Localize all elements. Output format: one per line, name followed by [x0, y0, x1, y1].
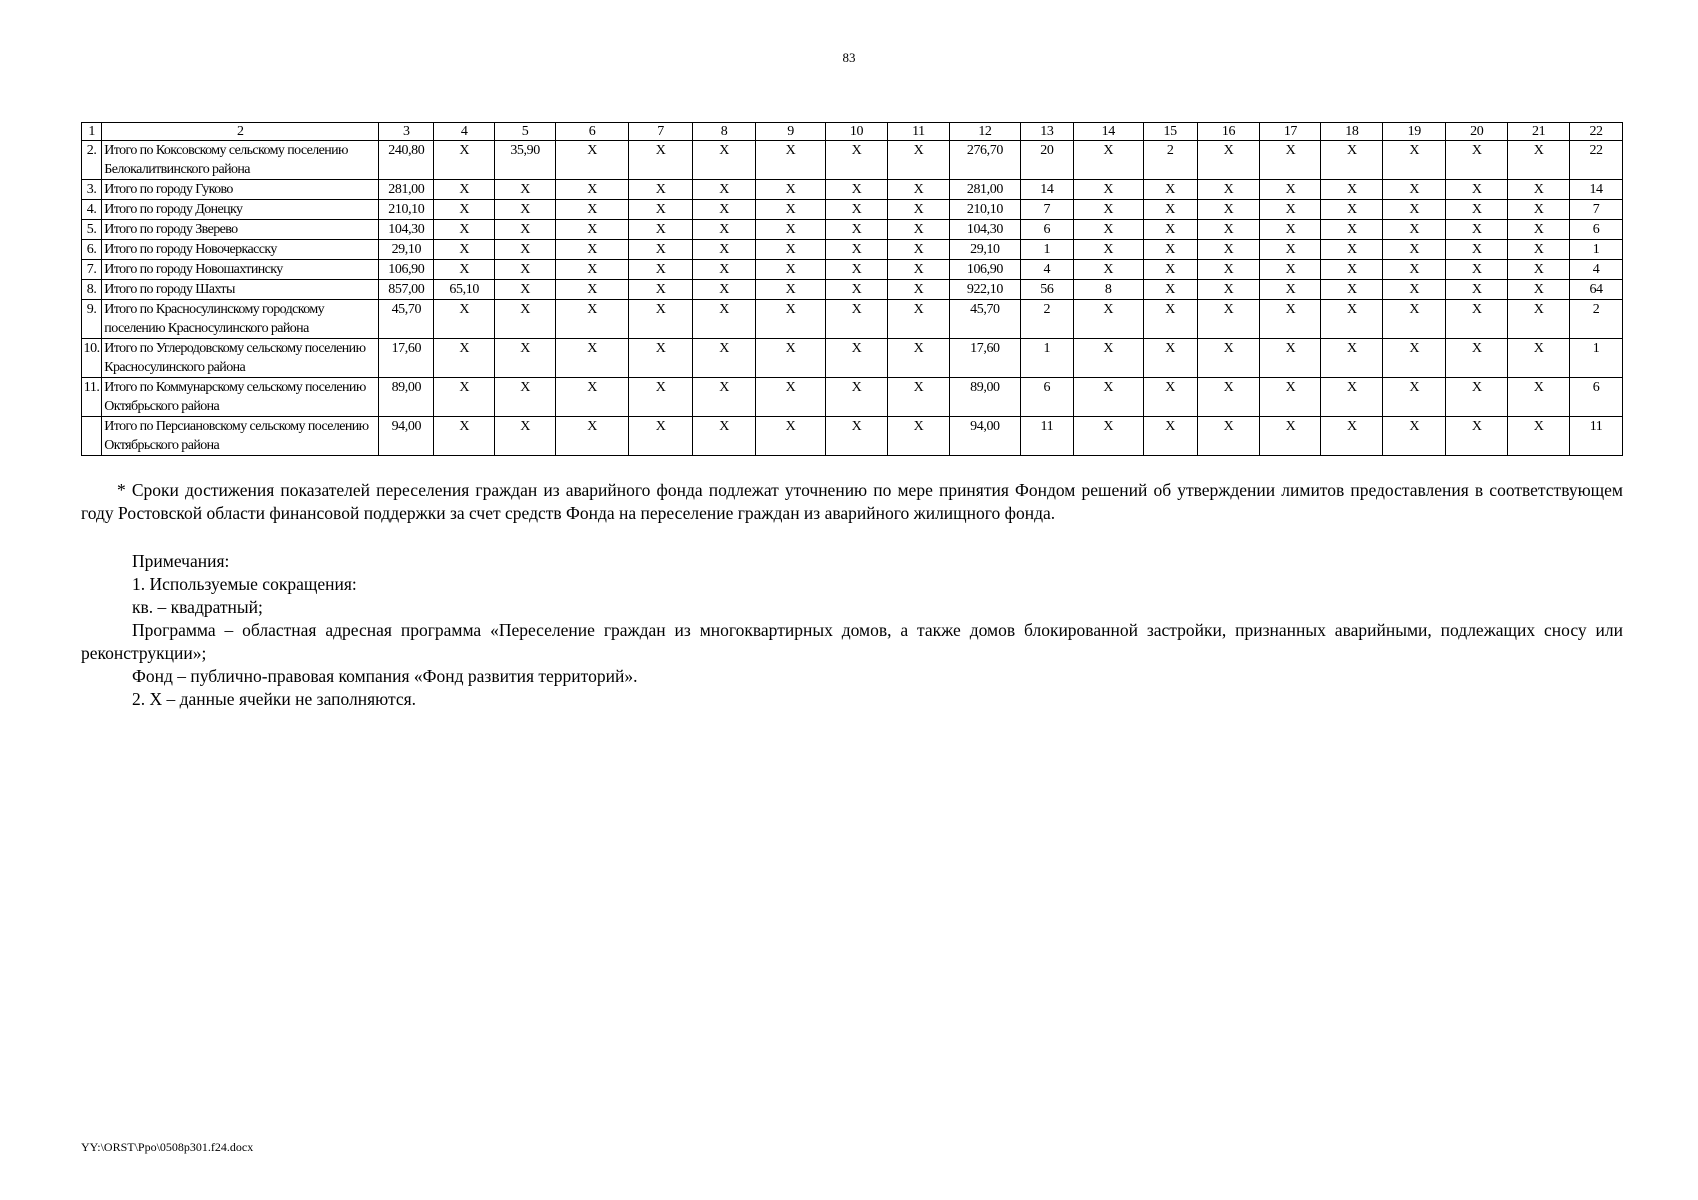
- row-number-cell: 9.: [82, 300, 102, 339]
- table-cell: X: [629, 300, 693, 339]
- table-cell: X: [1073, 141, 1143, 180]
- row-number-cell: 10.: [82, 339, 102, 378]
- table-cell: X: [887, 339, 949, 378]
- table-cell: 14: [1020, 180, 1073, 200]
- note-kv: кв. – квадратный;: [132, 597, 263, 617]
- row-number-cell: 11.: [82, 378, 102, 417]
- column-number-header: 7: [629, 123, 693, 141]
- table-cell: X: [693, 339, 756, 378]
- table-cell: X: [495, 378, 556, 417]
- table-cell: X: [1383, 260, 1446, 280]
- table-row: [82, 220, 1623, 240]
- table-cell: X: [1073, 417, 1143, 456]
- table-cell: X: [693, 220, 756, 240]
- table-cell: 20: [1020, 141, 1073, 180]
- table-cell: 276,70: [949, 141, 1020, 180]
- table-cell: X: [1260, 260, 1321, 280]
- table-cell: 7: [1570, 200, 1623, 220]
- table-cell: X: [495, 300, 556, 339]
- table-cell: X: [1197, 260, 1260, 280]
- table-cell: X: [887, 240, 949, 260]
- column-number-header: 15: [1143, 123, 1197, 141]
- table-cell: X: [434, 300, 495, 339]
- table-cell: X: [756, 339, 826, 378]
- column-number-header: 22: [1570, 123, 1623, 141]
- table-cell: X: [1143, 378, 1197, 417]
- table-cell: 2: [1143, 141, 1197, 180]
- table-cell: X: [1446, 378, 1508, 417]
- table-cell: X: [556, 339, 629, 378]
- table-cell: X: [1143, 200, 1197, 220]
- table-cell: X: [1508, 280, 1570, 300]
- column-number-header: 21: [1508, 123, 1570, 141]
- table-cell: X: [1446, 280, 1508, 300]
- table-cell: X: [1321, 417, 1383, 456]
- table-cell: 922,10: [949, 280, 1020, 300]
- table-cell: X: [556, 220, 629, 240]
- table-cell: X: [826, 141, 888, 180]
- table-cell: X: [756, 220, 826, 240]
- table-cell: X: [1508, 260, 1570, 280]
- table-cell: X: [1321, 339, 1383, 378]
- table-cell: X: [693, 417, 756, 456]
- table-cell: X: [756, 260, 826, 280]
- table-cell: X: [1073, 180, 1143, 200]
- table-cell: 210,10: [379, 200, 434, 220]
- table-cell: 64: [1570, 280, 1623, 300]
- footnote: * Сроки достижения показателей переселения граждан из аварийного фонда подлежат уточнению по мере принятия Фондом решений об утверждении лимитов предоставления в соответствующем году Ростовской области финансовой поддержки за счет средств Фонда на переселение граждан из аварийного жилищного фонда.: [81, 480, 1623, 523]
- table-cell: X: [1446, 220, 1508, 240]
- table-cell: X: [826, 240, 888, 260]
- column-number-header: 18: [1321, 123, 1383, 141]
- table-cell: X: [556, 240, 629, 260]
- table-cell: 89,00: [379, 378, 434, 417]
- table-cell: 22: [1570, 141, 1623, 180]
- table-cell: X: [1383, 240, 1446, 260]
- table-cell: 1: [1570, 240, 1623, 260]
- table-cell: X: [756, 141, 826, 180]
- table-cell: X: [1446, 417, 1508, 456]
- table-cell: X: [1197, 378, 1260, 417]
- table-row: [82, 339, 1623, 378]
- table-cell: X: [1321, 180, 1383, 200]
- table-cell: X: [826, 220, 888, 240]
- table-cell: 281,00: [379, 180, 434, 200]
- table-header-row: [82, 123, 1623, 141]
- table-cell: X: [826, 300, 888, 339]
- column-number-header: 19: [1383, 123, 1446, 141]
- table-cell: X: [434, 417, 495, 456]
- table-cell: X: [1073, 378, 1143, 417]
- table-cell: X: [1321, 280, 1383, 300]
- note-programma: Программа – областная адресная программа «Переселение граждан из многоквартирных домов, а также домов блокированной застройки, признанных аварийными, подлежащих сносу или реконструкции»;: [81, 620, 1623, 663]
- table-cell: X: [556, 300, 629, 339]
- table-cell: 4: [1570, 260, 1623, 280]
- table-cell: X: [434, 141, 495, 180]
- table-cell: X: [434, 240, 495, 260]
- table-cell: X: [1383, 220, 1446, 240]
- table-cell: 106,90: [949, 260, 1020, 280]
- table-cell: X: [1321, 260, 1383, 280]
- table-cell: X: [1383, 180, 1446, 200]
- table-cell: X: [756, 240, 826, 260]
- table-cell: 14: [1570, 180, 1623, 200]
- table-cell: X: [693, 200, 756, 220]
- table-cell: X: [756, 300, 826, 339]
- data-table-container: [81, 122, 1623, 456]
- row-number-cell: 8.: [82, 280, 102, 300]
- municipality-name-cell: Итого по Коммунарскому сельскому поселению Октябрьского района: [102, 378, 379, 417]
- table-cell: X: [1197, 200, 1260, 220]
- column-number-header: 17: [1260, 123, 1321, 141]
- table-cell: X: [1383, 280, 1446, 300]
- table-cell: X: [1073, 260, 1143, 280]
- table-cell: X: [693, 300, 756, 339]
- table-cell: X: [826, 200, 888, 220]
- row-number-cell: 5.: [82, 220, 102, 240]
- table-cell: X: [629, 378, 693, 417]
- column-number-header: 1: [82, 123, 102, 141]
- table-cell: X: [495, 280, 556, 300]
- table-cell: X: [1321, 200, 1383, 220]
- table-cell: X: [1143, 300, 1197, 339]
- table-cell: 94,00: [949, 417, 1020, 456]
- table-cell: X: [556, 378, 629, 417]
- table-cell: X: [629, 240, 693, 260]
- table-cell: X: [1446, 200, 1508, 220]
- municipality-name-cell: Итого по городу Новочеркасску: [102, 240, 379, 260]
- row-number-cell: 3.: [82, 180, 102, 200]
- table-cell: X: [556, 260, 629, 280]
- column-number-header: 20: [1446, 123, 1508, 141]
- table-cell: X: [629, 141, 693, 180]
- table-cell: 45,70: [949, 300, 1020, 339]
- table-cell: X: [1260, 280, 1321, 300]
- table-cell: X: [1508, 180, 1570, 200]
- table-cell: X: [629, 417, 693, 456]
- column-number-header: 11: [887, 123, 949, 141]
- table-cell: X: [1508, 417, 1570, 456]
- table-cell: X: [434, 339, 495, 378]
- table-cell: 210,10: [949, 200, 1020, 220]
- table-cell: 106,90: [379, 260, 434, 280]
- municipality-name-cell: Итого по городу Новошахтинску: [102, 260, 379, 280]
- table-cell: X: [556, 417, 629, 456]
- table-cell: 35,90: [495, 141, 556, 180]
- table-cell: X: [629, 339, 693, 378]
- table-cell: X: [556, 200, 629, 220]
- table-cell: X: [1260, 200, 1321, 220]
- table-cell: 7: [1020, 200, 1073, 220]
- table-cell: 240,80: [379, 141, 434, 180]
- table-cell: 2: [1020, 300, 1073, 339]
- table-cell: X: [495, 339, 556, 378]
- table-cell: X: [1321, 240, 1383, 260]
- table-cell: X: [1446, 240, 1508, 260]
- table-cell: X: [826, 378, 888, 417]
- table-cell: 89,00: [949, 378, 1020, 417]
- table-row: [82, 260, 1623, 280]
- row-number-cell: 7.: [82, 260, 102, 280]
- table-cell: 4: [1020, 260, 1073, 280]
- table-cell: X: [1073, 200, 1143, 220]
- table-cell: X: [1143, 220, 1197, 240]
- municipality-name-cell: Итого по городу Зверево: [102, 220, 379, 240]
- table-cell: X: [1073, 339, 1143, 378]
- table-cell: X: [1197, 417, 1260, 456]
- table-cell: X: [1508, 378, 1570, 417]
- table-cell: 104,30: [379, 220, 434, 240]
- table-cell: X: [1508, 200, 1570, 220]
- table-cell: X: [1197, 180, 1260, 200]
- table-row: [82, 200, 1623, 220]
- table-cell: X: [434, 378, 495, 417]
- table-cell: X: [1260, 378, 1321, 417]
- table-cell: X: [693, 240, 756, 260]
- table-cell: 17,60: [949, 339, 1020, 378]
- table-cell: X: [756, 280, 826, 300]
- table-cell: 11: [1570, 417, 1623, 456]
- municipality-name-cell: Итого по городу Гуково: [102, 180, 379, 200]
- table-cell: X: [1508, 339, 1570, 378]
- table-cell: X: [887, 200, 949, 220]
- note-x-cells: 2. Х – данные ячейки не заполняются.: [132, 689, 417, 709]
- row-number-cell: [82, 417, 102, 456]
- table-cell: X: [756, 180, 826, 200]
- table-cell: X: [1260, 240, 1321, 260]
- table-cell: X: [693, 260, 756, 280]
- municipality-name-cell: Итого по Коксовскому сельскому поселению Белокалитвинского района: [102, 141, 379, 180]
- column-number-header: 16: [1197, 123, 1260, 141]
- table-cell: 56: [1020, 280, 1073, 300]
- table-cell: X: [1508, 240, 1570, 260]
- table-cell: X: [495, 417, 556, 456]
- table-cell: X: [1197, 141, 1260, 180]
- table-cell: X: [826, 180, 888, 200]
- table-cell: X: [756, 417, 826, 456]
- table-cell: X: [693, 141, 756, 180]
- data-table: [81, 122, 1623, 456]
- table-cell: X: [495, 240, 556, 260]
- table-cell: X: [1321, 220, 1383, 240]
- table-row: [82, 240, 1623, 260]
- table-cell: 857,00: [379, 280, 434, 300]
- table-cell: X: [1197, 240, 1260, 260]
- table-cell: X: [1508, 141, 1570, 180]
- table-cell: X: [1073, 220, 1143, 240]
- table-cell: X: [756, 378, 826, 417]
- table-cell: X: [826, 280, 888, 300]
- table-cell: 6: [1570, 378, 1623, 417]
- column-number-header: 6: [556, 123, 629, 141]
- notes-section: [81, 550, 1623, 711]
- column-number-header: 8: [693, 123, 756, 141]
- table-cell: X: [1383, 378, 1446, 417]
- table-row: [82, 417, 1623, 456]
- row-number-cell: 2.: [82, 141, 102, 180]
- table-cell: X: [1143, 180, 1197, 200]
- table-cell: X: [1143, 280, 1197, 300]
- table-cell: X: [693, 378, 756, 417]
- table-cell: 65,10: [434, 280, 495, 300]
- table-cell: 17,60: [379, 339, 434, 378]
- table-cell: X: [1446, 260, 1508, 280]
- table-row: [82, 141, 1623, 180]
- table-cell: X: [1143, 339, 1197, 378]
- table-cell: X: [1321, 141, 1383, 180]
- row-number-cell: 4.: [82, 200, 102, 220]
- column-number-header: 9: [756, 123, 826, 141]
- table-cell: X: [693, 180, 756, 200]
- table-cell: X: [629, 200, 693, 220]
- table-cell: X: [1446, 180, 1508, 200]
- table-cell: 94,00: [379, 417, 434, 456]
- table-cell: X: [1383, 141, 1446, 180]
- table-cell: 45,70: [379, 300, 434, 339]
- table-cell: X: [556, 180, 629, 200]
- table-cell: X: [1073, 300, 1143, 339]
- table-cell: X: [1260, 180, 1321, 200]
- table-cell: 104,30: [949, 220, 1020, 240]
- table-cell: 2: [1570, 300, 1623, 339]
- table-row: [82, 300, 1623, 339]
- table-cell: X: [887, 300, 949, 339]
- table-cell: X: [1143, 417, 1197, 456]
- table-cell: X: [434, 220, 495, 240]
- table-cell: X: [826, 339, 888, 378]
- table-cell: X: [1143, 260, 1197, 280]
- file-path: YY:\ORST\Ppo\0508p301.f24.docx: [81, 1140, 254, 1154]
- table-cell: X: [434, 260, 495, 280]
- table-cell: 1: [1020, 339, 1073, 378]
- municipality-name-cell: Итого по городу Донецку: [102, 200, 379, 220]
- column-number-header: 5: [495, 123, 556, 141]
- note-fond: Фонд – публично-правовая компания «Фонд развития территорий».: [132, 666, 638, 686]
- table-cell: X: [887, 220, 949, 240]
- table-cell: X: [1197, 339, 1260, 378]
- table-cell: 29,10: [379, 240, 434, 260]
- table-cell: X: [1383, 339, 1446, 378]
- table-cell: X: [434, 180, 495, 200]
- table-row: [82, 180, 1623, 200]
- table-cell: X: [629, 180, 693, 200]
- column-number-header: 10: [826, 123, 888, 141]
- table-cell: X: [1508, 300, 1570, 339]
- table-cell: X: [756, 200, 826, 220]
- municipality-name-cell: Итого по Персиановскому сельскому поселению Октябрьского района: [102, 417, 379, 456]
- table-cell: X: [556, 280, 629, 300]
- column-number-header: 4: [434, 123, 495, 141]
- table-cell: X: [1073, 240, 1143, 260]
- column-number-header: 14: [1073, 123, 1143, 141]
- table-row: [82, 280, 1623, 300]
- note-abbreviations: 1. Используемые сокращения:: [132, 574, 357, 594]
- table-cell: X: [1383, 300, 1446, 339]
- municipality-name-cell: Итого по Углеродовскому сельскому поселению Красносулинского района: [102, 339, 379, 378]
- table-cell: X: [1383, 417, 1446, 456]
- table-cell: X: [887, 260, 949, 280]
- table-cell: X: [1197, 300, 1260, 339]
- table-cell: X: [495, 180, 556, 200]
- table-cell: 6: [1020, 220, 1073, 240]
- table-cell: 8: [1073, 280, 1143, 300]
- table-cell: X: [1260, 141, 1321, 180]
- table-cell: X: [495, 200, 556, 220]
- municipality-name-cell: Итого по городу Шахты: [102, 280, 379, 300]
- table-cell: X: [887, 180, 949, 200]
- page-number: 83: [842, 50, 856, 65]
- table-cell: X: [887, 280, 949, 300]
- table-cell: 281,00: [949, 180, 1020, 200]
- notes-heading: Примечания:: [132, 551, 230, 571]
- table-cell: X: [1143, 240, 1197, 260]
- column-number-header: 2: [102, 123, 379, 141]
- table-cell: X: [1446, 300, 1508, 339]
- table-cell: X: [495, 220, 556, 240]
- table-cell: X: [1260, 220, 1321, 240]
- table-cell: X: [1197, 220, 1260, 240]
- table-cell: X: [1260, 417, 1321, 456]
- table-cell: X: [693, 280, 756, 300]
- table-cell: X: [1197, 280, 1260, 300]
- table-cell: X: [629, 220, 693, 240]
- column-number-header: 13: [1020, 123, 1073, 141]
- table-cell: X: [1446, 339, 1508, 378]
- table-cell: 1: [1570, 339, 1623, 378]
- table-cell: X: [826, 260, 888, 280]
- column-number-header: 12: [949, 123, 1020, 141]
- row-number-cell: 6.: [82, 240, 102, 260]
- table-cell: 6: [1570, 220, 1623, 240]
- table-cell: X: [434, 200, 495, 220]
- table-cell: X: [1321, 378, 1383, 417]
- table-cell: X: [826, 417, 888, 456]
- table-cell: 1: [1020, 240, 1073, 260]
- table-cell: 29,10: [949, 240, 1020, 260]
- municipality-name-cell: Итого по Красносулинскому городскому поселению Красносулинского района: [102, 300, 379, 339]
- table-cell: X: [629, 280, 693, 300]
- table-cell: X: [1446, 141, 1508, 180]
- table-cell: X: [1383, 200, 1446, 220]
- table-cell: X: [1260, 339, 1321, 378]
- table-cell: X: [1321, 300, 1383, 339]
- table-cell: X: [1260, 300, 1321, 339]
- table-cell: 6: [1020, 378, 1073, 417]
- table-cell: X: [556, 141, 629, 180]
- table-cell: X: [887, 378, 949, 417]
- table-cell: X: [887, 417, 949, 456]
- table-row: [82, 378, 1623, 417]
- table-cell: 11: [1020, 417, 1073, 456]
- table-cell: X: [495, 260, 556, 280]
- table-cell: X: [629, 260, 693, 280]
- table-cell: X: [887, 141, 949, 180]
- column-number-header: 3: [379, 123, 434, 141]
- table-cell: X: [1508, 220, 1570, 240]
